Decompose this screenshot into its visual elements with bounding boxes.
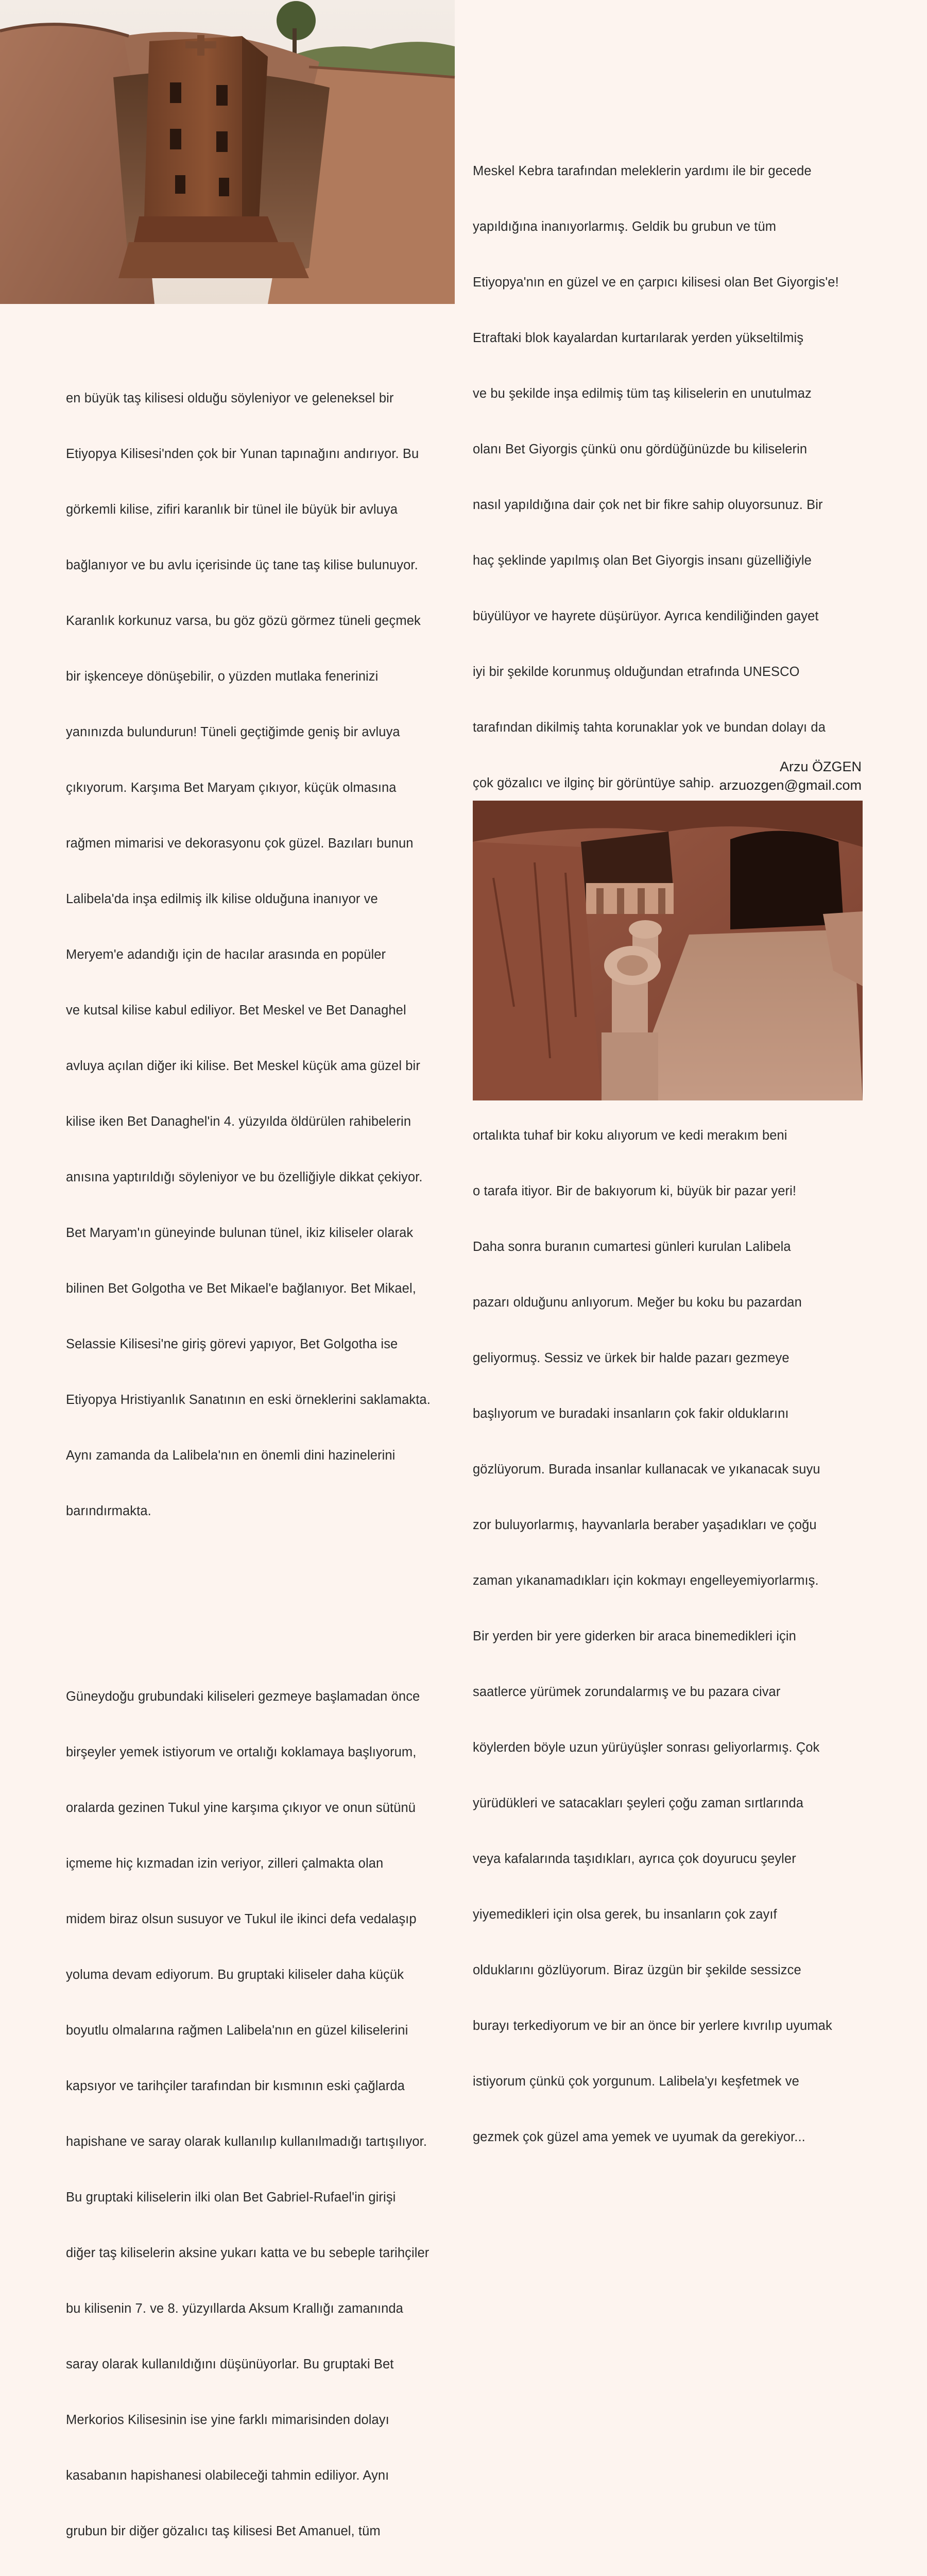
text-line: gezmek çok güzel ama yemek ve uyumak da gerekiyor... xyxy=(473,2130,805,2144)
text-line: tarafından dikilmiş tahta korunaklar yok ve bundan dolayı da xyxy=(473,720,826,735)
left-paragraph-2 xyxy=(66,1650,462,2576)
text-line: rağmen mimarisi ve dekorasyonu çok güzel. Bazıları bunun xyxy=(66,836,414,851)
text-line: Meskel Kebra tarafından meleklerin yardımı ile bir gecede xyxy=(473,164,812,178)
text-line: ve bu şekilde inşa edilmiş tüm taş kiliselerin en unutulmaz xyxy=(473,386,812,401)
text-line: Daha sonra buranın cumartesi günleri kurulan Lalibela xyxy=(473,1240,791,1254)
text-line: Etiyopya'nın en güzel ve en çarpıcı kilisesi olan Bet Giyorgis'e! xyxy=(473,275,839,290)
text-line: birşeyler yemek istiyorum ve ortalığı koklamaya başlıyorum, xyxy=(66,1745,417,1759)
text-line: bilinen Bet Golgotha ve Bet Mikael'e bağlanıyor. Bet Mikael, xyxy=(66,1281,416,1296)
text-line: geliyormuş. Sessiz ve ürkek bir halde pazarı gezmeye xyxy=(473,1351,789,1365)
text-line: diğer taş kiliselerin aksine yukarı katta ve bu sebeple tarihçiler xyxy=(66,2246,430,2260)
author-name: Arzu ÖZGEN xyxy=(779,759,862,774)
text-line: gözlüyorum. Burada insanlar kullanacak ve yıkanacak suyu xyxy=(473,1462,820,1477)
text-line: büyülüyor ve hayrete düşürüyor. Ayrıca kendiliğinden gayet xyxy=(473,609,819,623)
text-line: iyi bir şekilde korunmuş olduğundan etrafında UNESCO xyxy=(473,665,800,679)
text-line: saatlerce yürümek zorundalarmış ve bu pazara civar xyxy=(473,1685,781,1699)
text-line: veya kafalarında taşıdıkları, ayrıca çok doyurucu şeyler xyxy=(473,1852,796,1866)
text-line: saray olarak kullanıldığını düşünüyorlar. Bu gruptaki Bet xyxy=(66,2357,394,2371)
text-line: Etiyopya Kilisesi'nden çok bir Yunan tapınağını andırıyor. Bu xyxy=(66,447,419,461)
text-line: Etraftaki blok kayalardan kurtarılarak yerden yükseltilmiş xyxy=(473,331,804,345)
text-line: midem biraz olsun susuyor ve Tukul ile ikinci defa vedalaşıp xyxy=(66,1912,417,1926)
photo-rock-church-top xyxy=(0,0,455,304)
text-line: yürüdükleri ve satacakları şeyleri çoğu zaman sırtlarında xyxy=(473,1796,804,1810)
text-line: istiyorum çünkü çok yorgunum. Lalibela'yı keşfetmek ve xyxy=(473,2074,799,2089)
text-line: Merkorios Kilisesinin ise yine farklı mimarisinden dolayı xyxy=(66,2413,389,2427)
text-line: Selassie Kilisesi'ne giriş görevi yapıyor, Bet Golgotha ise xyxy=(66,1337,398,1351)
author-email[interactable]: arzuozgen@gmail.com xyxy=(719,777,862,793)
article-column-right xyxy=(473,88,864,2202)
photo-rock-passage-illustration xyxy=(473,801,863,1100)
text-line: kilise iken Bet Danaghel'in 4. yüzyılda öldürülen rahibelerin xyxy=(66,1114,411,1129)
text-line: grubun bir diğer gözalıcı taş kilisesi Bet Amanuel, tüm xyxy=(66,2524,381,2538)
photo-rock-church-illustration xyxy=(0,0,455,304)
text-line: çıkıyorum. Karşıma Bet Maryam çıkıyor, küçük olmasına xyxy=(66,781,397,795)
text-line: Bu gruptaki kiliselerin ilki olan Bet Gabriel-Rufael'in girişi xyxy=(66,2190,396,2205)
text-line: barındırmakta. xyxy=(66,1504,151,1518)
text-line: burayı terkediyorum ve bir an önce bir yerlere kıvrılıp uyumak xyxy=(473,2019,832,2033)
text-line: Etiyopya Hristiyanlık Sanatının en eski örneklerini saklamakta. xyxy=(66,1393,431,1407)
text-line: en büyük taş kilisesi olduğu söyleniyor ve geleneksel bir xyxy=(66,391,394,405)
right-paragraph-1 xyxy=(473,125,864,829)
text-line: zaman yıkanamadıkları için kokmayı engelleyemiyorlarmış. xyxy=(473,1573,819,1588)
photo-rock-passage-bottom xyxy=(473,801,863,1100)
text-line: Karanlık korkunuz varsa, bu göz gözü görmez tüneli geçmek xyxy=(66,614,421,628)
author-signature xyxy=(719,757,862,794)
text-line: görkemli kilise, zifiri karanlık bir tünel ile büyük bir avluya xyxy=(66,502,398,517)
text-line: oralarda gezinen Tukul yine karşıma çıkıyor ve onun sütünü xyxy=(66,1801,416,1815)
text-line: ortalıkta tuhaf bir koku alıyorum ve kedi merakım beni xyxy=(473,1128,787,1143)
text-line: çok gözalıcı ve ilginç bir görüntüye sahip. xyxy=(473,776,715,790)
text-line: Lalibela'da inşa edilmiş ilk kilise olduğuna inanıyor ve xyxy=(66,892,378,906)
text-line: kapsıyor ve tarihçiler tarafından bir kısmının eski çağlarda xyxy=(66,2079,405,2093)
text-line: yanınızda bulundurun! Tüneli geçtiğimde geniş bir avluya xyxy=(66,725,400,739)
text-line: zor buluyorlarmış, hayvanlarla beraber yaşadıkları ve çoğu xyxy=(473,1518,817,1532)
text-line: pazarı olduğunu anlıyorum. Meğer bu koku bu pazardan xyxy=(473,1295,802,1310)
text-line: Bet Maryam'ın güneyinde bulunan tünel, ikiz kiliseler olarak xyxy=(66,1226,414,1240)
text-line: yapıldığına inanıyorlarmış. Geldik bu grubun ve tüm xyxy=(473,219,777,234)
article-column-left xyxy=(66,315,462,2576)
text-line: nasıl yapıldığına dair çok net bir fikre sahip oluyorsunuz. Bir xyxy=(473,498,823,512)
text-line: bağlanıyor ve bu avlu içerisinde üç tane taş kilise bulunuyor. xyxy=(66,558,418,572)
text-line: bir işkenceye dönüşebilir, o yüzden mutlaka fenerinizi xyxy=(66,669,379,684)
text-line: köylerden böyle uzun yürüyüşler sonrası geliyorlarmış. Çok xyxy=(473,1740,820,1755)
text-line: yoluma devam ediyorum. Bu gruptaki kiliseler daha küçük xyxy=(66,1968,404,1982)
text-line: boyutlu olmalarına rağmen Lalibela'nın en güzel kiliselerini xyxy=(66,2023,408,2038)
text-line: ve kutsal kilise kabul ediliyor. Bet Meskel ve Bet Danaghel xyxy=(66,1003,406,1018)
paragraph-gap xyxy=(66,1595,462,1613)
text-line: olanı Bet Giyorgis çünkü onu gördüğünüzde bu kiliselerin xyxy=(473,442,808,456)
text-line: bu kilisenin 7. ve 8. yüzyıllarda Aksum Krallığı zamanında xyxy=(66,2301,403,2316)
text-line: olduklarını gözlüyorum. Biraz üzgün bir şekilde sessizce xyxy=(473,1963,801,1977)
text-line: Bir yerden bir yere giderken bir araca binemedikleri için xyxy=(473,1629,796,1643)
text-line: yiyemedikleri için olsa gerek, bu insanların çok zayıf xyxy=(473,1907,777,1922)
text-line: o tarafa itiyor. Bir de bakıyorum ki, büyük bir pazar yeri! xyxy=(473,1184,797,1198)
text-line: içmeme hiç kızmadan izin veriyor, zilleri çalmakta olan xyxy=(66,1856,384,1871)
text-line: kasabanın hapishanesi olabileceği tahmin ediliyor. Aynı xyxy=(66,2468,389,2483)
text-line: Meryem'e adandığı için de hacılar arasında en popüler xyxy=(66,947,386,962)
text-line: başlıyorum ve buradaki insanların çok fakir olduklarını xyxy=(473,1406,789,1421)
text-line: hapishane ve saray olarak kullanılıp kullanılmadığı tartışılıyor. xyxy=(66,2134,427,2149)
left-paragraph-1 xyxy=(66,352,462,1557)
right-paragraph-2 xyxy=(473,922,864,2183)
text-line: Güneydoğu grubundaki kiliseleri gezmeye başlamadan önce xyxy=(66,1689,420,1704)
text-line: anısına yaptırıldığı söyleniyor ve bu özelliğiyle dikkat çekiyor. xyxy=(66,1170,423,1184)
text-line: haç şeklinde yapılmış olan Bet Giyorgis insanı güzelliğiyle xyxy=(473,553,812,568)
text-line: Aynı zamanda da Lalibela'nın en önemli dini hazinelerini xyxy=(66,1448,396,1463)
text-line: avluya açılan diğer iki kilise. Bet Meskel küçük ama güzel bir xyxy=(66,1059,420,1073)
